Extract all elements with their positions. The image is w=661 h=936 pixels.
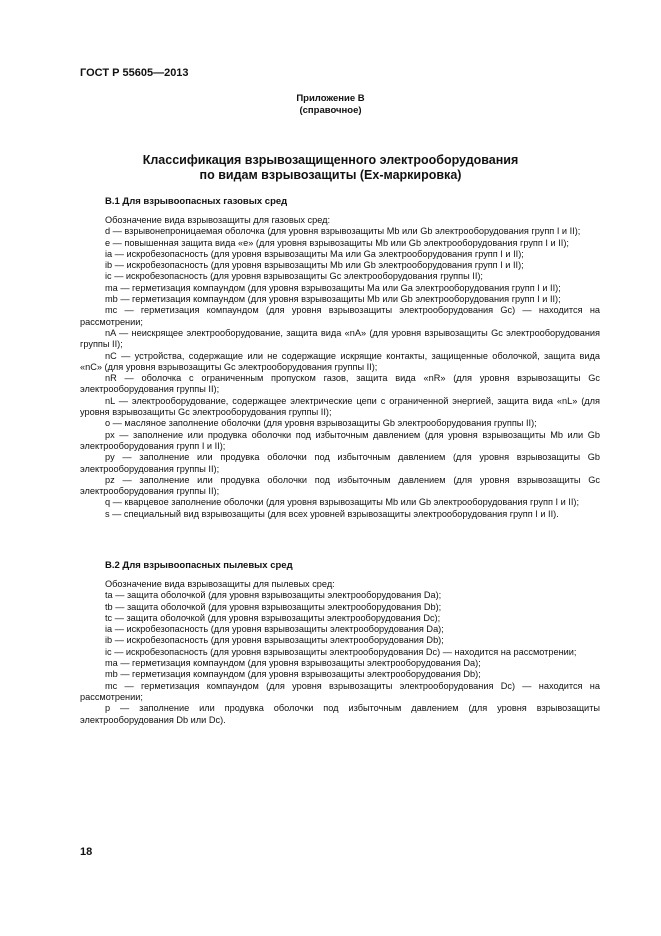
list-item: nR — оболочка с ограниченным пропуском газов, защита вида «nR» (для уровня взрывозащиты Gc электрооборудования группы II); (80, 373, 600, 395)
list-item: d — взрывонепроницаемая оболочка (для уровня взрывозащиты Mb или Gb электрооборудования групп I и II); (105, 226, 581, 237)
section-intro: Обозначение вида взрывозащиты для пылевых сред: (105, 579, 335, 589)
list-item: mb — герметизация компаундом (для уровня взрывозащиты Mb или Gb электрооборудования групп I и II); (105, 294, 561, 305)
list-item: py — заполнение или продувка оболочки под избыточным давлением (для уровня взрывозащиты Gb электрооборудования группы II); (80, 452, 600, 474)
section-heading: В.2 Для взрывоопасных пылевых сред (105, 560, 293, 571)
list-item: mb — герметизация компаундом (для уровня взрывозащиты электрооборудования Db); (105, 669, 481, 680)
list-item: ma — герметизация компаундом (для уровня взрывозащиты Ма или Ga электрооборудования групп I и II); (105, 282, 561, 293)
section-dust (80, 560, 600, 726)
title-line-1: Классификация взрывозащищенного электрооборудования (142, 153, 519, 167)
list-item: px — заполнение или продувка оболочки под избыточным давлением (для уровня взрывозащиты Mb или Gb электрооборудования групп I и II); (80, 429, 600, 451)
list-item: ic — искробезопасность (для уровня взрывозащиты электрооборудования Dc) — находится на рассмотрении; (105, 646, 577, 657)
list-item: ta — защита оболочкой (для уровня взрывозащиты электрооборудования Da); (105, 590, 442, 601)
appendix-type: (справочное) (299, 105, 362, 116)
list-item: р — заполнение или продувка оболочки под избыточным давлением (для уровня взрывозащиты электрооборудования Db или Dc). (80, 703, 600, 725)
list-item: ic — искробезопасность (для уровня взрывозащиты Gc электрооборудования группы II); (105, 271, 483, 282)
dust-item-list (80, 590, 600, 726)
list-item: pz — заполнение или продувка оболочки под избыточным давлением (для уровня взрывозащиты Gc электрооборудования группы II); (80, 474, 600, 497)
list-item: mc — герметизация компаундом (для уровня взрывозащиты электрооборудования Dc) — находится на рассмотрении; (80, 680, 600, 702)
list-item: q — кварцевое заполнение оболочки (для уровня взрывозащиты Mb или Gb электрооборудования групп I и II); (105, 497, 579, 508)
list-item: о — масляное заполнение оболочки (для уровня взрывозащиты Gb электрооборудования группы II); (105, 418, 537, 429)
document-header: ГОСТ Р 55605—2013 (80, 67, 189, 79)
list-item: ia — искробезопасность (для уровня взрывозащиты Ма или Ga электрооборудования групп I и II); (105, 248, 524, 259)
list-item: tc — защита оболочкой (для уровня взрывозащиты электрооборудования Dc); (105, 612, 441, 623)
list-item: nL — электрооборудование, содержащее электрические цепи с ограниченной энергией, защита вида «nL» (для уровня взрывозащиты Gc электрооборудования группы II); (80, 395, 600, 418)
list-item: s — специальный вид взрывозащиты (для всех уровней взрывозащиты электрооборудования групп I и II). (105, 508, 559, 519)
section-heading: В.1 Для взрывоопасных газовых сред (105, 196, 288, 207)
list-item: ib — искробезопасность (для уровня взрывозащиты электрооборудования Db); (105, 635, 444, 646)
list-item: е — повышенная защита вида «е» (для уровня взрывозащиты Mb или Gb электрооборудования групп I и II); (105, 237, 569, 248)
appendix-label: Приложение В (296, 93, 365, 104)
page-title (0, 153, 661, 183)
section-intro: Обозначение вида взрывозащиты для газовых сред: (105, 215, 331, 225)
title-line-2: по видам взрывозащиты (Ех-маркировка) (199, 168, 462, 182)
gas-item-list (80, 226, 600, 520)
list-item: ib — искробезопасность (для уровня взрывозащиты Mb или Gb электрооборудования групп I и II); (105, 260, 524, 271)
list-item: ma — герметизация компаундом (для уровня взрывозащиты электрооборудования Da); (105, 658, 481, 669)
list-item: nA — неискрящее электрооборудование, защита вида «nA» (для уровня взрывозащиты Gc электрооборудования группы II); (80, 327, 600, 350)
list-item: ia — искробезопасность (для уровня взрывозащиты электрооборудования Da); (105, 624, 444, 635)
section-gas (80, 196, 600, 520)
list-item: tb — защита оболочкой (для уровня взрывозащиты электрооборудования Db); (105, 601, 442, 612)
list-item: nC — устройства, содержащие или не содержащие искрящие контакты, защищенные оболочкой, защита вида «nC» (для уровня взрывозащиты Gc электрооборудования группы II); (80, 350, 600, 372)
appendix-block (0, 93, 661, 117)
page-number: 18 (80, 846, 93, 858)
list-item: mc — герметизация компаундом (для уровня взрывозащиты электрооборудования Gc) — находится на рассмотрении; (80, 305, 600, 327)
